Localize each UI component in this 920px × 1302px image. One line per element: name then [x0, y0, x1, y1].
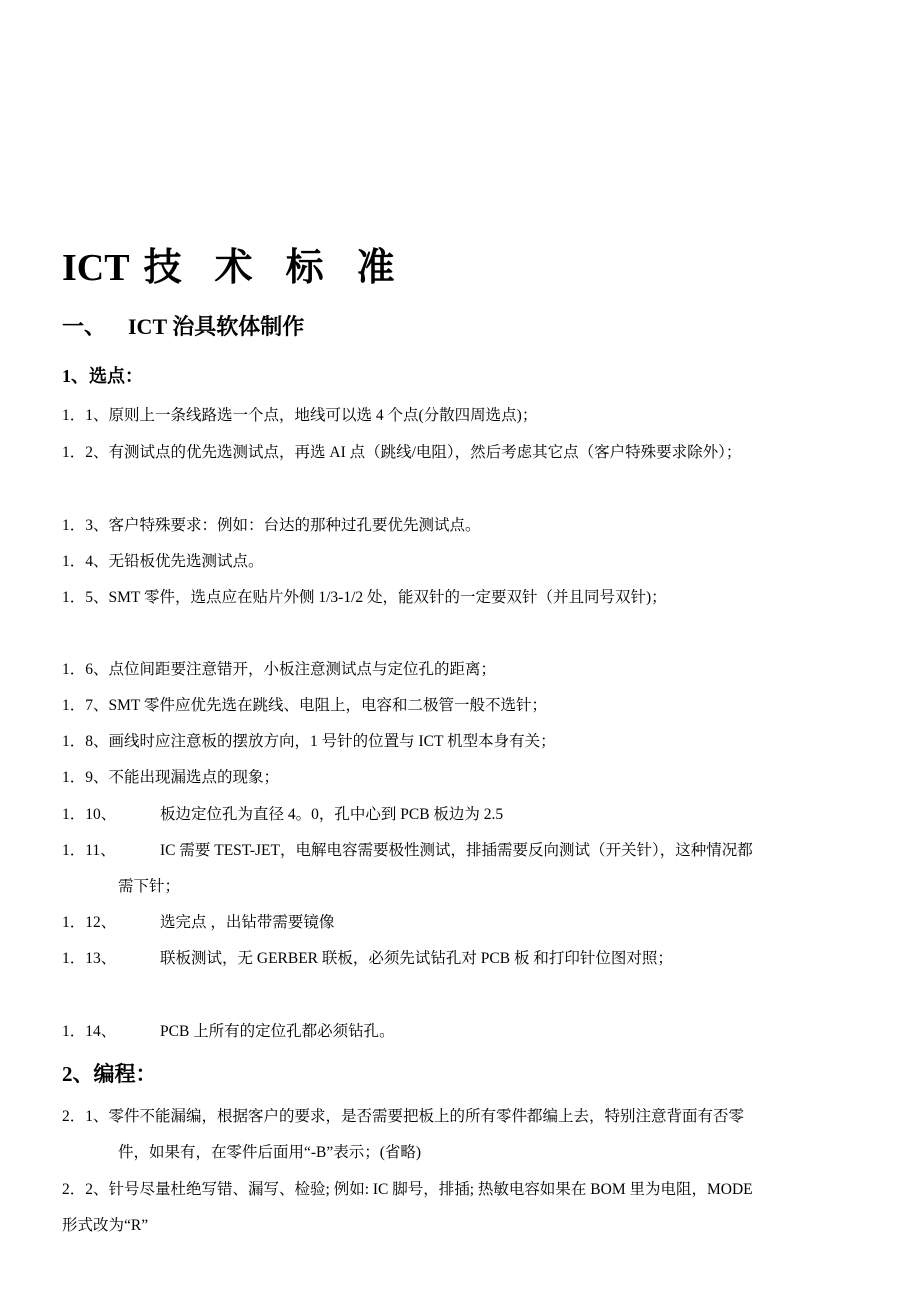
- list-item: [62, 941, 878, 977]
- title-latin: ICT: [62, 247, 130, 289]
- item-text: 零件不能漏编，根据客户的要求，是否需要把板上的所有零件都编上去，特别注意背面有否零: [108, 1108, 745, 1125]
- item-number: 1．2、: [62, 444, 109, 461]
- item-number: 1．12、: [62, 914, 117, 931]
- item-text: 无铅板优先选测试点。: [108, 553, 264, 570]
- item-continuation: 形式改为“R”: [62, 1217, 149, 1234]
- list-item: [62, 724, 878, 760]
- list-item: [62, 580, 878, 616]
- list-item: [62, 544, 878, 580]
- item-text: 联板测试，无 GERBER 联板，必须先试钻孔对 PCB 板 和打印针位图对照；: [160, 950, 673, 967]
- list-item: [62, 760, 878, 796]
- item-text: 针号尽量杜绝写错、漏写、检验; 例如: IC 脚号，排插; 热敏电容如果在 BOM 里为电阻，MODE: [108, 1181, 753, 1198]
- title-char: 术: [214, 247, 253, 289]
- item-number: 1．1、: [62, 407, 109, 424]
- item-text: SMT 零件应优先选在跳线、电阻上，电容和二极管一般不选针；: [108, 697, 547, 714]
- list-item: [62, 652, 878, 688]
- item-number: 2．2、: [62, 1181, 109, 1198]
- section-heading-one: [62, 310, 304, 344]
- item-number: 1．9、: [62, 769, 109, 786]
- item-text: 不能出现漏选点的现象；: [108, 769, 280, 786]
- subsection-heading-programming: 2、编程：: [62, 1062, 157, 1086]
- title-char: 技: [143, 247, 182, 289]
- section-label: ICT 治具软体制作: [128, 314, 305, 339]
- item-number: 1．14、: [62, 1023, 117, 1040]
- title-char: 准: [356, 247, 395, 289]
- item-number: 1．4、: [62, 553, 109, 570]
- item-continuation: 件，如果有，在零件后面用“-B”表示；(省略): [118, 1144, 422, 1161]
- document-title: [62, 240, 428, 296]
- subsection-heading-select-points: 1、选点：: [62, 366, 143, 386]
- item-number: 1．8、: [62, 733, 109, 750]
- item-text: 有测试点的优先选测试点，再选 AI 点（跳线/电阻），然后考虑其它点（客户特殊要求除外）；: [108, 444, 742, 461]
- item-text: 画线时应注意板的摆放方向，1 号针的位置与 ICT 机型本身有关；: [108, 733, 556, 750]
- list-item: [62, 797, 878, 833]
- list-item: [62, 508, 878, 544]
- list-item: [62, 833, 878, 905]
- item-text: 客户特殊要求：例如：台达的那种过孔要优先测试点。: [108, 517, 481, 534]
- list-item: [62, 1014, 878, 1050]
- list-item: [62, 1099, 878, 1171]
- item-text: 选完点 ，出钻带需要镜像: [160, 914, 335, 931]
- item-text: IC 需要 TEST-JET，电解电容需要极性测试，排插需要反向测试（开关针），这种情况都: [160, 842, 753, 859]
- item-continuation: 需下针；: [118, 878, 181, 895]
- item-number: 1．7、: [62, 697, 109, 714]
- list-item: [62, 905, 878, 941]
- list-item: [62, 398, 878, 434]
- item-text: PCB 上所有的定位孔都必须钻孔。: [160, 1023, 395, 1040]
- list-item: [62, 688, 878, 724]
- item-number: 1．5、: [62, 589, 109, 606]
- item-number: 1．6、: [62, 661, 109, 678]
- item-number: 1．3、: [62, 517, 109, 534]
- item-text: 原则上一条线路选一个点，地线可以选 4 个点(分散四周选点)；: [108, 407, 538, 424]
- list-item: [62, 435, 878, 471]
- item-text: 点位间距要注意错开，小板注意测试点与定位孔的距离；: [108, 661, 497, 678]
- item-text: 板边定位孔为直径 4。0，孔中心到 PCB 板边为 2.5: [160, 806, 504, 823]
- item-text: SMT 零件，选点应在贴片外侧 1/3-1/2 处，能双针的一定要双针（并且同号双针)；: [108, 589, 667, 606]
- title-char: 标: [285, 247, 324, 289]
- item-number: 2．1、: [62, 1108, 109, 1125]
- section-number: 一、: [62, 314, 107, 339]
- item-number: 1．10、: [62, 806, 117, 823]
- item-number: 1．13、: [62, 950, 117, 967]
- list-item: [62, 1172, 878, 1244]
- item-number: 1．11、: [62, 842, 116, 859]
